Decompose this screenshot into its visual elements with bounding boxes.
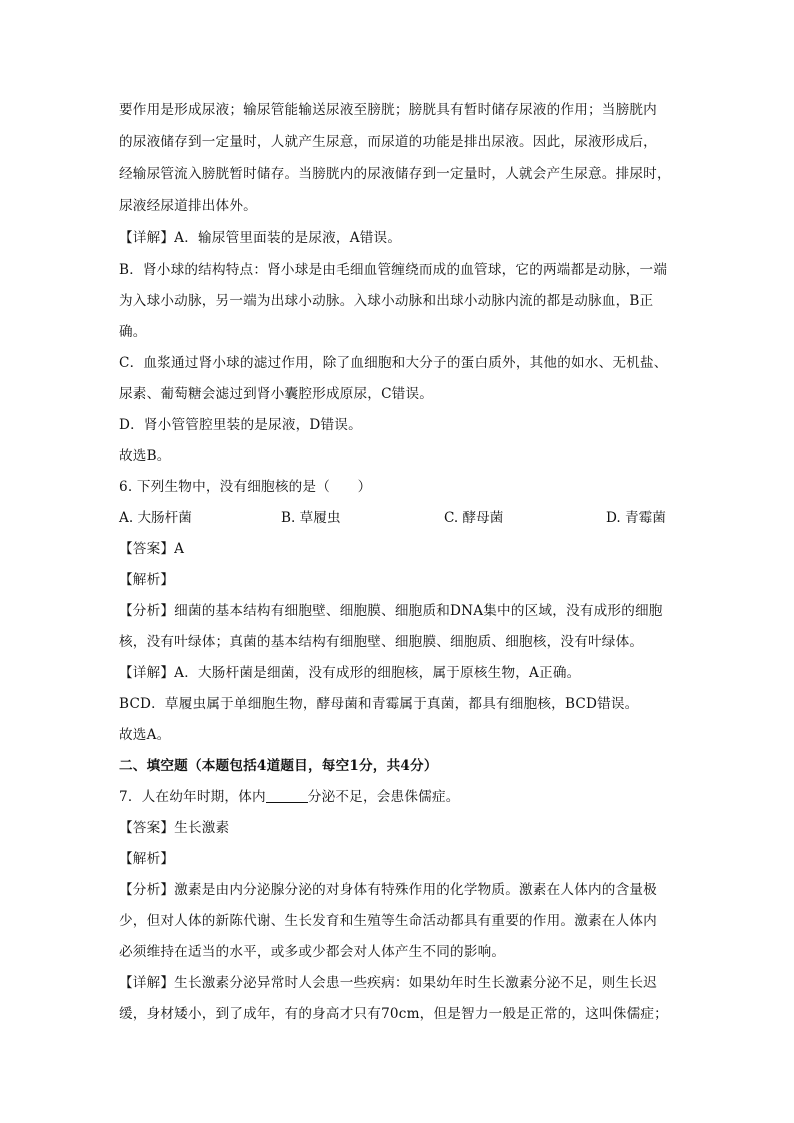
- question-6: 6. 下列生物中，没有细胞核的是（ ）: [119, 479, 372, 495]
- text-line: 少，但对人体的新陈代谢、生长发育和生殖等生命活动都具有重要的作用。激素在人体内: [119, 913, 657, 929]
- analysis-heading: 【解析】: [119, 851, 175, 867]
- text-line: 【分析】激素是由内分泌腺分泌的对身体有特殊作用的化学物质。激素在人体内的含量极: [119, 882, 657, 898]
- text-line: 尿液经尿道排出体外。: [119, 198, 257, 214]
- text-line: 尿素、葡萄糖会滤过到肾小囊腔形成原尿，C错误。: [119, 386, 434, 402]
- question-7-suffix: 分泌不足，会患侏儒症。: [307, 789, 460, 805]
- answer-line: 【答案】生长激素: [119, 820, 230, 836]
- text-line: C．血浆通过肾小球的滤过作用，除了血细胞和大分子的蛋白质外，其他的如水、无机盐、: [119, 355, 668, 371]
- text-line: 【分析】细菌的基本结构有细胞壁、细胞膜、细胞质和DNA集中的区域，没有成形的细胞: [119, 603, 663, 619]
- answer-line: 【答案】A: [119, 541, 185, 557]
- text-line: 【详解】生长激素分泌异常时人会患一些疾病：如果幼年时生长激素分泌不足，则生长迟: [119, 975, 657, 991]
- text-line: 要作用是形成尿液；输尿管能输送尿液至膀胱；膀胱具有暂时储存尿液的作用；当膀胱内: [119, 102, 657, 118]
- text-line: 故选A。: [119, 727, 171, 743]
- option-b: B. 草履虫: [281, 510, 341, 526]
- question-7: [119, 786, 679, 808]
- text-line: BCD．草履虫属于单细胞生物，酵母菌和青霉属于真菌，都具有细胞核，BCD错误。: [119, 696, 639, 712]
- text-line: D．肾小管管腔里装的是尿液，D错误。: [119, 417, 362, 433]
- text-line: 核，没有叶绿体；真菌的基本结构有细胞壁、细胞膜、细胞质、细胞核，没有叶绿体。: [119, 634, 644, 650]
- text-line: B．肾小球的结构特点：肾小球是由毛细血管缠绕而成的血管球，它的两端都是动脉，一端: [119, 262, 668, 278]
- text-line: 【详解】A．输尿管里面装的是尿液，A错误。: [119, 230, 402, 246]
- option-a: A. 大肠杆菌: [119, 510, 192, 526]
- text-line: 经输尿管流入膀胱暂时储存。当膀胱内的尿液储存到一定量时，人就会产生尿意。排尿时，: [119, 166, 671, 182]
- text-line: 【详解】A．大肠杆菌是细菌，没有成形的细胞核，属于原核生物，A正确。: [119, 665, 581, 681]
- option-d: D. 青霉菌: [606, 510, 666, 526]
- text-line: 故选B。: [119, 448, 171, 464]
- text-line: 的尿液储存到一定量时，人就产生尿意，而尿道的功能是排出尿液。因此，尿液形成后，: [119, 134, 657, 150]
- text-line: 确。: [119, 324, 147, 340]
- option-c: C. 酵母菌: [444, 510, 504, 526]
- section-heading: 二、填空题（本题包括4道题目，每空1分，共4分）: [119, 758, 438, 774]
- question-7-prefix: 7．人在幼年时期，体内: [119, 789, 266, 805]
- answer-blank: [266, 788, 308, 803]
- text-line: 必须维持在适当的水平，或多或少都会对人体产生不同的影响。: [119, 944, 506, 960]
- text-line: 缓，身材矮小，到了成年，有的身高才只有70cm，但是智力一般是正常的，这叫侏儒症；: [119, 1006, 668, 1022]
- text-line: 为入球小动脉，另一端为出球小动脉。入球小动脉和出球小动脉内流的都是动脉血，B正: [119, 293, 654, 309]
- analysis-heading: 【解析】: [119, 572, 175, 588]
